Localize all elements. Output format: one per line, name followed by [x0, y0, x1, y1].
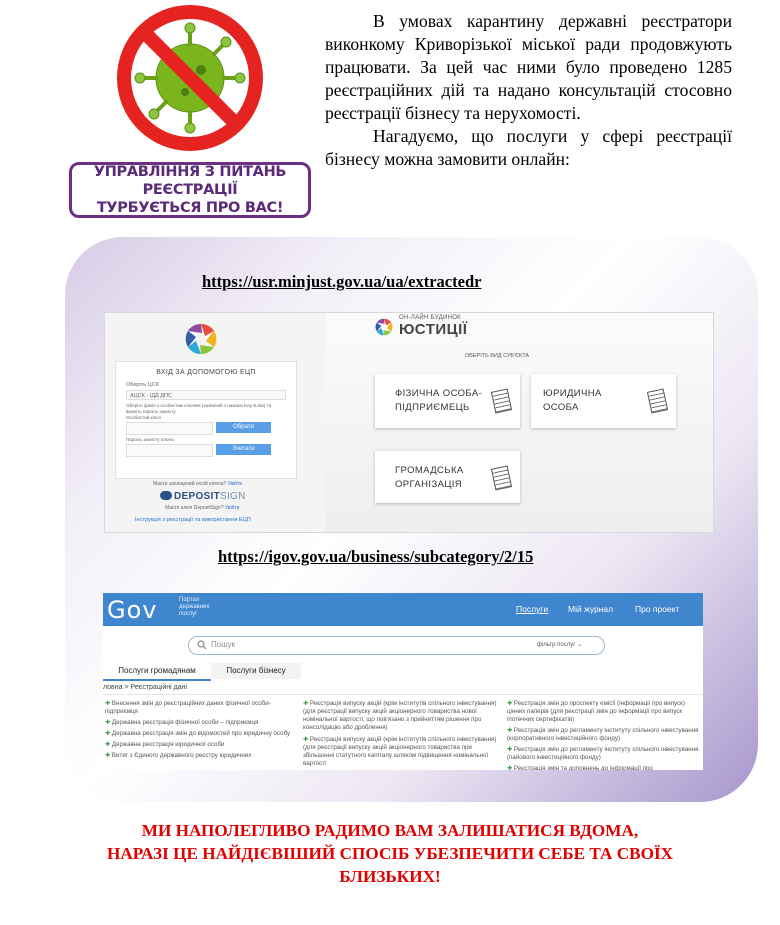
list-item[interactable]: ✚ Державна реєстрація змін до відомостей про юридичну особу: [105, 730, 291, 737]
list-item-text: Реєстрація змін до регламенту інституту спільного інвестування (корпоративного інвестиційного фонду): [507, 727, 699, 742]
tile-legal-entity[interactable]: [531, 374, 676, 428]
choose-file-button[interactable]: Обрати: [216, 422, 271, 433]
stay-home-appeal: [0, 819, 780, 888]
usr-subject-choice: [325, 313, 713, 532]
list-item-text: Реєстрація випуску акцій (крім інститутів спільного інвестування) (для реєстрації випуску акцій акціонерного товариства при збільшенні статутного капіталу шляхом підвищення номінальної вартості: [303, 736, 497, 767]
tile-legal-entity-line2: ОСОБА: [543, 402, 579, 413]
list-item[interactable]: ✚ Державна реєстрація фізичної особи – підприємця: [105, 719, 259, 726]
login-card: [115, 361, 297, 479]
depositsign-hint-text: Маєте ключ DepositSign?: [165, 505, 224, 511]
depositsign-hint: [165, 505, 239, 511]
nav-my-journal[interactable]: Мій журнал: [568, 604, 614, 614]
key-file-hint: Оберіть файл з особистим ключем (зазвичай з назвою Key-6.dat) та вкажіть пароль захисту: [126, 403, 272, 414]
list-item-text: Державна реєстрація юридичної особи: [111, 741, 225, 748]
read-key-button[interactable]: Зчитати: [216, 444, 271, 455]
nav-about[interactable]: Про проект: [635, 604, 680, 614]
list-item[interactable]: ✚ Витяг з Єдиного державного реєстру юридичних: [105, 752, 252, 759]
tile-public-organization-line2: ОРГАНІЗАЦІЯ: [395, 479, 463, 490]
tab-citizens[interactable]: Послуги громадянам: [103, 663, 211, 681]
list-item[interactable]: ✚ Внесення змін до реєстраційних даних фізичної особи-підприємця: [105, 700, 271, 715]
secure-media-hint-text: Маєте захищений носій ключа?: [153, 481, 227, 487]
igov-subtitle: [179, 597, 209, 618]
tile-public-organization[interactable]: [375, 451, 520, 503]
tile-sole-proprietor-line1: ФІЗИЧНА ОСОБА-: [395, 388, 483, 399]
list-item-text: Реєстрація змін та доповнень до інформації про: [513, 765, 653, 770]
depositsign-brand-a: DEPOSIT: [174, 491, 220, 502]
igov-subtitle-1: Портал: [179, 597, 200, 603]
key-label: Особистий ключ: [126, 415, 161, 420]
csk-label: Оберіть ЦСК: [126, 382, 159, 388]
breadcrumb: ловна > Реєстраційні дані: [103, 684, 188, 691]
usr-login-side: [105, 313, 325, 532]
tile-sole-proprietor[interactable]: [375, 374, 520, 428]
column-1: [105, 700, 295, 760]
search-input[interactable]: [188, 636, 605, 655]
password-input[interactable]: [126, 444, 213, 457]
usr-portal-screenshot: [104, 312, 714, 533]
document-icon: [647, 388, 668, 413]
list-item[interactable]: ✚ Реєстрація змін до проспекту емісії (інформації про випуск) цінних паперів (для реєстрації змін до інформації про випуск іпотечних сертифікатів): [507, 700, 685, 723]
chevron-down-icon: ⌄: [577, 642, 583, 648]
filter-label: фільтр послуг: [537, 642, 576, 648]
igov-subtitle-2: державних: [179, 604, 210, 610]
tile-public-organization-line1: ГРОМАДСЬКА: [395, 465, 464, 476]
intro-text: [325, 10, 732, 171]
choose-subject-label: ОБЕРІТЬ ВИД СУБ'ЄКТА: [465, 353, 530, 359]
column-2: [303, 700, 498, 768]
usr-link[interactable]: https://usr.minjust.gov.ua/ua/extractedr: [202, 272, 482, 291]
registration-badge: [69, 162, 311, 218]
csk-select[interactable]: АЦСК - ІДД ДПС: [126, 390, 286, 400]
list-item-text: Реєстрація випуску акцій (крім інститутів спільного інвестування) (для реєстрації випуску акцій акціонерного товариства нової номінальної вартості, що пов'язано з прийняттям рішення про консолідацію або дроблення): [303, 700, 497, 731]
list-item-text: Внесення змін до реєстраційних даних фізичної особи-підприємця: [105, 700, 271, 715]
list-item[interactable]: ✚ Реєстрація випуску акцій (крім інститутів спільного інвестування) (для реєстрації випуску акцій акціонерного товариства нової номінальної вартості, що пов'язано з прийняттям рішення про консолідацію або дроблення): [303, 700, 497, 731]
badge-line-2: ТУРБУЄТЬСЯ ПРО ВАС!: [96, 200, 284, 216]
instructions-link[interactable]: Інструкція з реєстрації та використання ЕЦП: [135, 517, 251, 523]
secure-media-link[interactable]: Увійти: [227, 481, 243, 487]
list-item-text: Реєстрація змін до проспекту емісії (інформації про випуск) цінних паперів (для реєстрації змін до інформації про випуск іпотечних сертифікатів): [507, 700, 685, 723]
divider: [103, 694, 703, 695]
aperture-logo-icon: [181, 321, 221, 357]
igov-header: [103, 593, 703, 626]
login-title: ВХІД ЗА ДОПОМОГОЮ ЕЦП: [156, 369, 256, 376]
intro-paragraph-2: Нагадуємо, що послуги у сфері реєстрації бізнесу можна замовити онлайн:: [325, 126, 732, 169]
intro-paragraph-1: В умовах карантину державні реєстратори виконкому Криворізької міської ради продовжують працювати. За цей час ними було проведено 1285 реєстраційних дій та надано консультацій стосовно реєстрації бізнесу та нерухомості.: [325, 11, 732, 123]
list-item[interactable]: ✚ Державна реєстрація юридичної особи: [105, 741, 225, 748]
no-virus-icon: [105, 0, 275, 160]
filter-dropdown[interactable]: [537, 641, 582, 648]
column-3: [507, 700, 701, 770]
tile-legal-entity-line1: ЮРИДИЧНА: [543, 388, 602, 399]
nav-services[interactable]: Послуги: [516, 604, 549, 614]
document-icon: [491, 388, 512, 413]
portal-tagline: ОН-ЛАЙН БУДИНОК: [399, 315, 461, 321]
badge-line-1: УПРАВЛІННЯ З ПИТАНЬ РЕЄСТРАЦІЇ: [93, 164, 287, 198]
list-item[interactable]: ✚ Реєстрація змін та доповнень до інформації про: [507, 765, 653, 770]
depositsign-brand-b: SIGN: [220, 491, 246, 502]
igov-logo[interactable]: Gov: [107, 596, 158, 624]
depositsign-icon: [160, 491, 172, 500]
list-item-text: Витяг з Єдиного державного реєстру юридичних: [111, 752, 252, 759]
password-label: Пароль захисту ключа: [126, 437, 174, 442]
list-item-text: Державна реєстрація фізичної особи – підприємця: [111, 719, 259, 726]
appeal-line-2: НАРАЗІ ЦЕ НАЙДІЄВІШИЙ СПОСІБ УБЕЗПЕЧИТИ СЕБЕ ТА СВОЇХ: [106, 844, 674, 863]
list-item-text: Реєстрація змін до регламенту інституту спільного інвестування (пайового інвестиційного фонду): [507, 746, 699, 761]
list-item-text: Державна реєстрація змін до відомостей про юридичну особу: [111, 730, 291, 737]
key-file-input[interactable]: [126, 422, 213, 435]
search-icon: [197, 640, 207, 650]
document-icon: [491, 465, 512, 490]
tab-business[interactable]: Послуги бізнесу: [211, 663, 301, 679]
tile-sole-proprietor-line2: ПІДПРИЄМЕЦЬ: [395, 402, 470, 413]
list-item[interactable]: ✚ Реєстрація змін до регламенту інституту спільного інвестування (корпоративного інвестиційного фонду): [507, 727, 699, 742]
list-item[interactable]: ✚ Реєстрація випуску акцій (крім інститутів спільного інвестування) (для реєстрації випуску акцій акціонерного товариства при збільшенні статутного капіталу шляхом підвищення номінальної вартості: [303, 736, 497, 767]
depositsign-logo: [160, 491, 246, 502]
secure-media-hint: [153, 481, 242, 487]
aperture-small-icon: [373, 316, 395, 338]
appeal-line-1: МИ НАПОЛЕГЛИВО РАДИМО ВАМ ЗАЛИШАТИСЯ ВДОМА,: [141, 821, 639, 840]
search-placeholder: Пошук: [211, 640, 236, 649]
igov-link[interactable]: https://igov.gov.ua/business/subcategory/2/15: [218, 547, 534, 566]
portal-name: ЮСТИЦІЇ: [399, 321, 468, 338]
igov-subtitle-3: послуг: [179, 611, 198, 617]
appeal-line-3: БЛИЗЬКИХ!: [339, 867, 441, 886]
igov-portal-screenshot: [103, 593, 703, 770]
depositsign-link[interactable]: Увійти: [224, 505, 240, 511]
list-item[interactable]: ✚ Реєстрація змін до регламенту інституту спільного інвестування (пайового інвестиційного фонду): [507, 746, 699, 761]
